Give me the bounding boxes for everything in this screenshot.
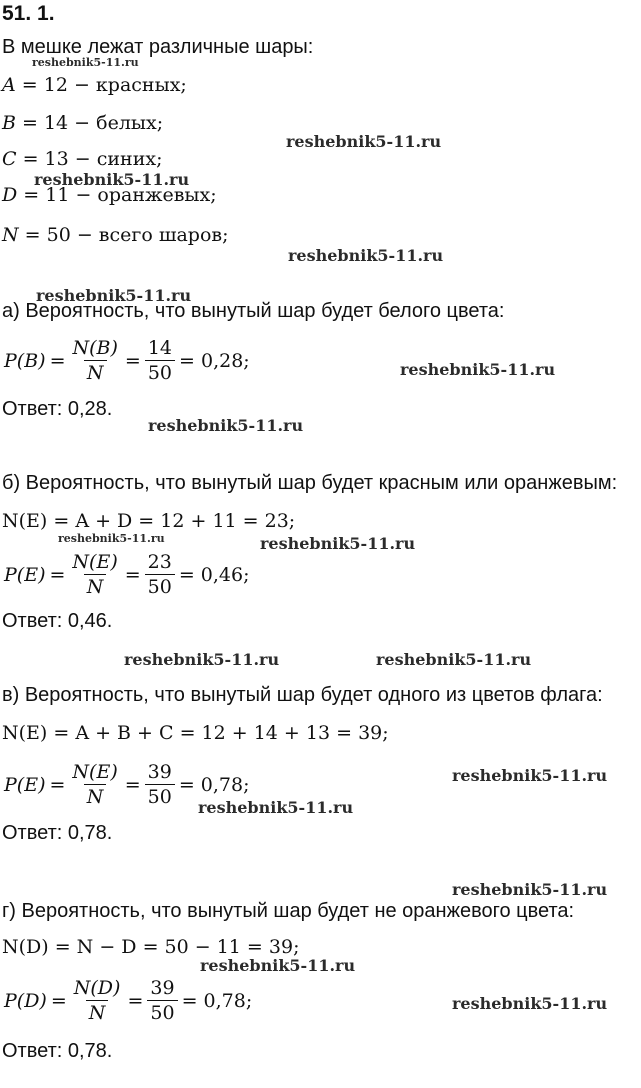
watermark: reshebnik5-11.ru (148, 416, 304, 435)
part-b-formula: P(E) = $\frac{N(E)}{N}$ = $\frac{23}{50}$ = 0,46; (4, 551, 250, 598)
part-b-heading: б) Вероятность, что вынутый шар будет красным или оранжевым: (2, 472, 618, 494)
fraction-values: $\frac{14}{50}$ (145, 336, 175, 385)
fraction-values: $\frac{39}{50}$ (145, 760, 175, 809)
fraction: $\frac{N(E)}{N}$ (72, 761, 118, 808)
fraction-values: $\frac{23}{50}$ (145, 550, 175, 599)
watermark: reshebnik5-11.ru (400, 360, 556, 379)
watermark: reshebnik5-11.ru (200, 956, 356, 975)
given-item-d: D = 11 − оранжевых; (2, 184, 217, 206)
part-c-count: N(E) = A + B + C = 12 + 14 + 13 = 39; (2, 722, 389, 744)
fraction: $\frac{N(D)}{N}$ (73, 977, 121, 1024)
probability-result: = 0,78; (181, 989, 253, 1012)
intro-text: В мешке лежат различные шары: (2, 36, 314, 58)
watermark: reshebnik5-11.ru (288, 246, 444, 265)
part-d-heading: г) Вероятность, что вынутый шар будет не оранжевого цвета: (2, 900, 575, 922)
part-a-heading: а) Вероятность, что вынутый шар будет белого цвета: (2, 300, 505, 322)
part-b-answer: Ответ: 0,46. (2, 610, 113, 632)
watermark: reshebnik5-11.ru (452, 766, 608, 785)
watermark: reshebnik5-11.ru (286, 132, 442, 151)
part-a-answer: Ответ: 0,28. (2, 398, 113, 420)
watermark: reshebnik5-11.ru (124, 650, 280, 669)
watermark: reshebnik5-11.ru (452, 994, 608, 1013)
given-item-n: N = 50 − всего шаров; (2, 224, 229, 246)
fraction-values: $\frac{39}{50}$ (147, 976, 177, 1025)
probability-lhs: P(D) (4, 989, 47, 1012)
given-item-b: B = 14 − белых; (2, 112, 164, 134)
problem-number: 51. 1. (2, 2, 55, 25)
watermark: reshebnik5-11.ru (376, 650, 532, 669)
part-c-answer: Ответ: 0,78. (2, 822, 113, 844)
part-a-formula: P(B) = $\frac{N(B)}{N}$ = $\frac{14}{50}$ = 0,28; (4, 337, 250, 384)
fraction: $\frac{N(B)}{N}$ (72, 337, 118, 384)
watermark: reshebnik5-11.ru (36, 286, 192, 305)
watermark: reshebnik5-11.ru (34, 170, 190, 189)
watermark: reshebnik5-11.ru (32, 56, 139, 69)
watermark: reshebnik5-11.ru (198, 798, 354, 817)
part-b-count: N(E) = A + D = 12 + 11 = 23; (2, 510, 296, 532)
part-d-count: N(D) = N − D = 50 − 11 = 39; (2, 936, 300, 958)
part-c-heading: в) Вероятность, что вынутый шар будет одного из цветов флага: (2, 684, 603, 706)
part-c-formula: P(E) = $\frac{N(E)}{N}$ = $\frac{39}{50}$ = 0,78; (4, 761, 250, 808)
watermark: reshebnik5-11.ru (260, 534, 416, 553)
watermark: reshebnik5-11.ru (452, 880, 608, 899)
given-item-a: A = 12 − красных; (2, 74, 187, 96)
given-item-c: C = 13 − синих; (2, 148, 163, 170)
watermark: reshebnik5-11.ru (58, 532, 165, 545)
part-d-formula: P(D) = $\frac{N(D)}{N}$ = $\frac{39}{50}$ = 0,78; (4, 977, 253, 1024)
fraction: $\frac{N(E)}{N}$ (72, 551, 118, 598)
part-d-answer: Ответ: 0,78. (2, 1040, 113, 1062)
probability-lhs: P(E) (4, 773, 46, 796)
probability-lhs: P(B) (4, 349, 46, 372)
probability-result: = 0,46; (178, 563, 250, 586)
probability-result: = 0,28; (179, 349, 250, 372)
probability-lhs: P(E) (4, 563, 46, 586)
probability-result: = 0,78; (178, 773, 250, 796)
